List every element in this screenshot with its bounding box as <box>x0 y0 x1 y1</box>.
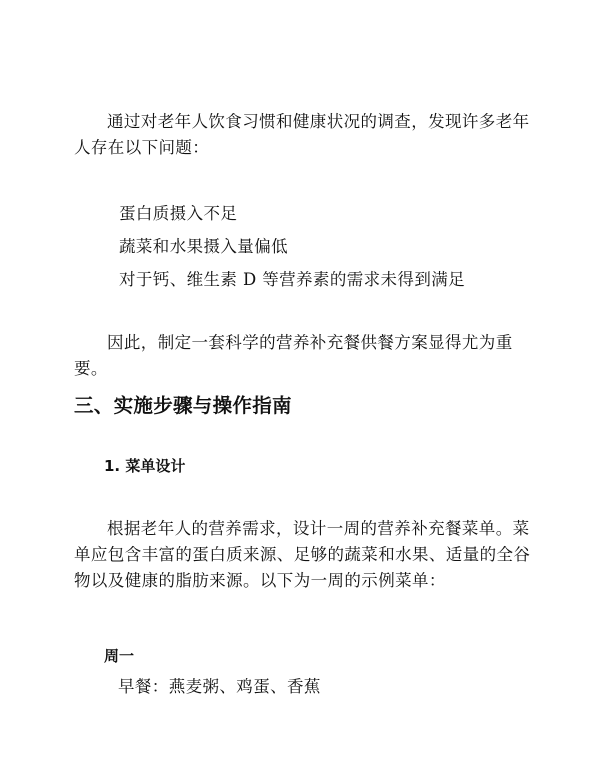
day-item-breakfast: 早餐：燕麦粥、鸡蛋、香蕉 <box>118 677 321 696</box>
problem-item-calcium: 对于钙、维生素 D 等营养素的需求未得到满足 <box>119 270 466 289</box>
day-heading: 周一 <box>104 647 135 665</box>
problem-item-vegetables: 蔬菜和水果摄入量偏低 <box>119 237 288 256</box>
problem-item-protein: 蛋白质摄入不足 <box>119 204 238 223</box>
conclusion-paragraph: 因此，制定一套科学的营养补充餐供餐方案显得尤为重要。 <box>74 333 513 378</box>
section-heading: 三、实施步骤与操作指南 <box>74 394 292 417</box>
intro-paragraph: 通过对老年人饮食习惯和健康状况的调查，发现许多老年人存在以下问题： <box>74 112 530 157</box>
menu-paragraph: 根据老年人的营养需求，设计一周的营养补充餐菜单。菜单应包含丰富的蛋白质来源、足够的蔬菜和水果、适量的全谷物以及健康的脂肪来源。以下为一周的示例菜单： <box>74 519 531 590</box>
subsection-heading: 1. 菜单设计 <box>104 457 186 475</box>
